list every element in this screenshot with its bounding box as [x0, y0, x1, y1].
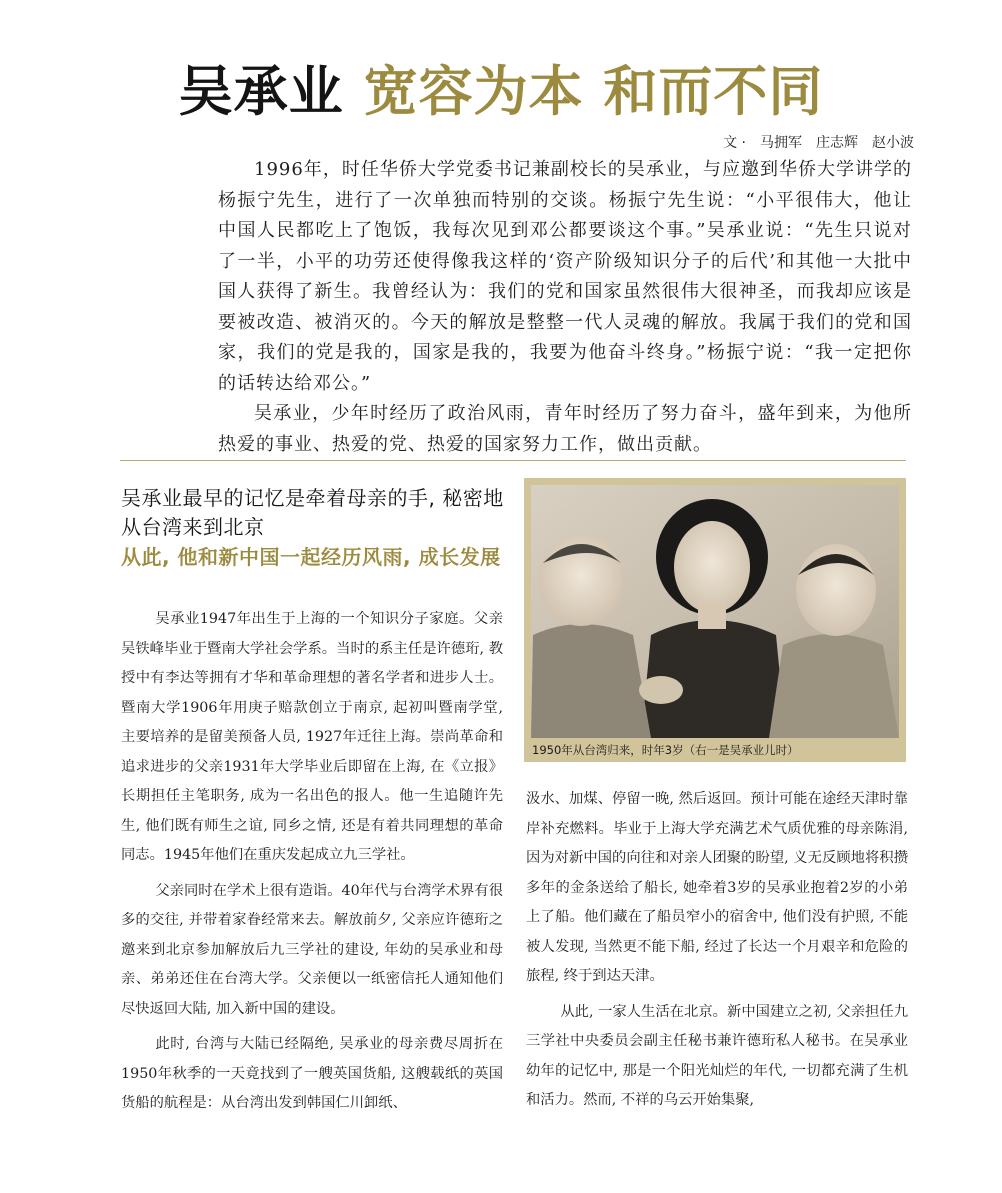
section-divider: [120, 460, 906, 461]
title-name: 吴承业: [178, 60, 344, 123]
section-subheading: 从此, 他和新中国一起经历风雨, 成长发展: [121, 545, 501, 569]
byline-prefix: 文 ·: [723, 135, 746, 151]
photo-frame: [524, 478, 906, 762]
author-name: 赵小波: [872, 135, 914, 151]
section-heading: 吴承业最早的记忆是牵着母亲的手, 秘密地从台湾来到北京: [121, 486, 504, 539]
intro-text: [218, 155, 912, 460]
body-paragraph: 汲水、加煤、停留一晚, 然后返回。预计可能在途经天津时靠岸补充燃料。毕业于上海大学充满艺术气质优雅的母亲陈涓, 因为对新中国的向往和对亲人团聚的盼望, 义无反顾地将积攒多年的金条送给了船长, 她牵着3岁的吴承业抱着2岁的小弟上了船。他们藏在了船员窄小的宿舍中, 他们没有护照, 不能被人发现, 当然更不能下船, 经过了长达一个月艰辛和危险的旅程, 终于到达天津。: [526, 791, 908, 984]
photo-caption: 1950年从台湾归来，时年3岁（右一是吴承业儿时）: [532, 743, 799, 757]
body-paragraph: 父亲同时在学术上很有造诣。40年代与台湾学术界有很多的交往, 并带着家眷经常来去。解放前夕, 父亲应许德珩之邀来到北京参加解放后九三学社的建设, 年幼的吴承业和母亲、弟弟还住在台湾大学。父亲便以一纸密信托人通知他们尽快返回大陆, 加入新中国的建设。: [121, 882, 503, 1017]
family-photo: [531, 485, 899, 738]
right-column-text: [526, 785, 908, 1122]
author-name: 庄志辉: [816, 135, 858, 151]
article-title: [0, 56, 1002, 128]
author-name: 马拥军: [760, 135, 802, 151]
intro-paragraph: 1996年，时任华侨大学党委书记兼副校长的吴承业，与应邀到华侨大学讲学的杨振宁先生，进行了一次单独而特别的交谈。杨振宁先生说：“小平很伟大，他让中国人民都吃上了饱饭，我每次见到邓公都要谈这个事。”吴承业说：“先生只说对了一半，小平的功劳还使得像我这样的‘资产阶级知识分子的后代’和其他一大批中国人获得了新生。我曾经认为：我们的党和国家虽然很伟大很神圣，而我却应该是要被改造、被消灭的。今天的解放是整整一代人灵魂的解放。我属于我们的党和国家，我们的党是我的，国家是我的，我要为他奋斗终身。”杨振宁说：“我一定把你的话转达给邓公。”: [218, 159, 912, 394]
body-paragraph: 此时, 台湾与大陆已经隔绝, 吴承业的母亲费尽周折在1950年秋季的一天竟找到了一艘英国货船, 这艘载纸的英国货船的航程是：从台湾出发到韩国仁川卸纸、: [121, 1036, 503, 1111]
body-paragraph: 从此, 一家人生活在北京。新中国建立之初, 父亲担任九三学社中央委员会副主任秘书兼许德珩私人秘书。在吴承业幼年的记忆中, 那是一个阳光灿烂的年代, 一切都充满了生机和活力。然而, 不祥的乌云开始集聚,: [526, 1003, 908, 1108]
intro-paragraph: 吴承业，少年时经历了政治风雨，青年时经历了努力奋斗，盛年到来，为他所热爱的事业、热爱的党、热爱的国家努力工作，做出贡献。: [218, 403, 912, 455]
byline: [723, 132, 914, 152]
left-column-text: [121, 605, 503, 1125]
title-slogan: 宽容为本 和而不同: [363, 60, 824, 123]
body-paragraph: 吴承业1947年出生于上海的一个知识分子家庭。父亲吴铁峰毕业于暨南大学社会学系。当时的系主任是许德珩, 教授中有李达等拥有才华和革命理想的著名学者和进步人士。暨南大学1906年用庚子赔款创立于南京, 起初叫暨南学堂, 主要培养的是留美预备人员, 1927年迁往上海。崇尚革命和追求进步的父亲1931年大学毕业后即留在上海, 在《立报》长期担任主笔职务, 成为一名出色的报人。他一生追随许先生, 他们既有师生之谊, 同乡之情, 还是有着共同理想的革命同志。1945年他们在重庆发起成立九三学社。: [121, 611, 503, 863]
